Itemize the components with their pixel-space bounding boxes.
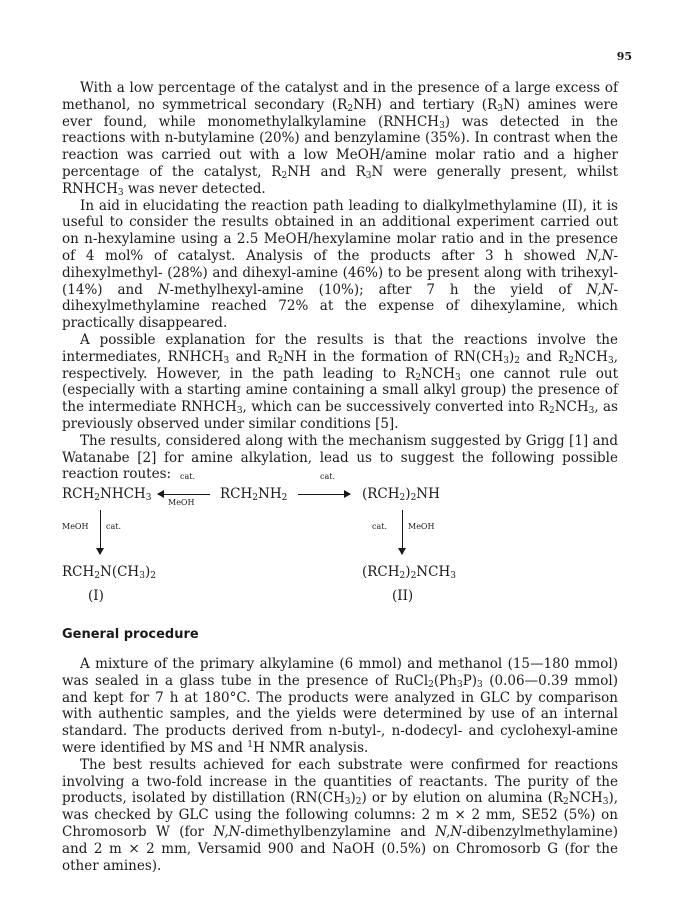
section-heading: General procedure — [62, 627, 199, 642]
arrow-down-left — [100, 510, 101, 554]
page-number: 95 — [616, 50, 632, 63]
arrow-label-meoh-left: MeOH — [62, 522, 89, 531]
paragraph-1: With a low percentage of the catalyst and in the presence of a large excess of methanol, no symmetrical secondary $(R_2NH)$ and tertiary $(R_3N)$ amines were ever found, while monomethylalkylamine $(RNHCH_3)$ was detected in the reactions with n-butylamine (20%) and benzylamine (35%). In contrast when the reaction was carried out with a low MeOH/amine molar ratio and a higher percentage of the catalyst, $R_2NH$ and $R_3N$ were generally present, whilst $RNHCH_3$ was never detected. — [62, 80, 619, 198]
scheme-left-top: $RCH_2NHCH_3$ — [62, 486, 152, 503]
paragraph-6: The best results achieved for each substrate were confirmed for reactions involving a two-fold increase in the quantities of reactants. The purity of the products, isolated by distillation $(RN(CH_3)_2)$ or by elution on alumina $(R_2NCH_3)$, was checked by GLC using the following columns: 2 m × 2 mm, SE52 (5%) on Chromosorb W (for N,N-dimethylbenzylamine and N,N-dibenzylmethylamine) and 2 m × 2 mm, Versamid 900 and NaOH (0.5%) on Chromosorb G (for the other amines). — [62, 756, 619, 874]
body-text-lower — [62, 656, 618, 874]
scheme-right-bottom: $(RCH_2)_2NCH_3$ — [362, 564, 456, 581]
reaction-scheme — [62, 470, 618, 615]
arrow-label-meoh: MeOH — [168, 498, 195, 507]
arrow-left — [158, 494, 210, 495]
scheme-center: $RCH_2NH_2$ — [220, 486, 288, 503]
compound-label-i: (I) — [88, 588, 104, 604]
arrow-label-cat-down-right: cat. — [372, 522, 388, 531]
arrow-label-meoh-right: MeOH — [408, 522, 435, 531]
arrow-label-cat-down-left: cat. — [106, 522, 122, 531]
arrow-label-cat-left: cat. — [180, 472, 196, 481]
paragraph-3: A possible explanation for the results is that the reactions involve the intermediates, $RNHCH_3$ and $R_2NH$ in the formation of $RN(CH_3)_2$ and $R_2NCH_3$, respectively. However, in the path leading to $R_2NCH_3$ one cannot rule out (especially with a starting amine containing a small alkyl group) the presence of the intermediate $RNHCH_3$, which can be successively converted into $R_2NCH_3$, as previously observed under similar conditions [5]. — [62, 331, 618, 432]
arrow-label-cat-right: cat. — [320, 472, 336, 481]
paragraph-4: The results, considered along with the mechanism suggested by Grigg [1] and Watanabe [2] for amine alkylation, lead us to suggest the following possible reaction routes: — [62, 432, 618, 483]
arrow-down-right — [402, 510, 403, 554]
compound-label-ii: (II) — [392, 588, 414, 604]
paragraph-5: A mixture of the primary alkylamine (6 mmol) and methanol (15—180 mmol) was sealed in a glass tube in the presence of $RuCl_2(Ph_3P)_3$ (0.06—0.39 mmol) and kept for 7 h at 180°C. The products were analyzed in GLC by comparison with authentic samples, and the yields were determined by use of an internal standard. The products derived from n-butyl-, n-dodecyl- and cyclohexyl-amine were identified by MS and $^1$H NMR analysis. — [62, 656, 618, 756]
paragraph-2: In aid in elucidating the reaction path leading to dialkylmethylamine (II), it is useful to consider the results obtained in an additional experiment carried out on n-hexylamine using a 2.5 MeOH/hexylamine molar ratio and in the presence of 4 mol% of catalyst. Analysis of the products after 3 h showed N,N-dihexylmethyl- (28%) and dihexyl-amine (46%) to be present along with trihexyl- (14%) and N-methylhexyl-amine (10%); after 7 h the yield of N,N-dihexylmethylamine reached 72% at the expense of dihexylamine, which practically disappeared. — [62, 197, 619, 332]
arrow-right — [298, 494, 350, 495]
scheme-right-top: $(RCH_2)_2NH$ — [362, 486, 440, 503]
scheme-left-bottom: $RCH_2N(CH_3)_2$ — [62, 564, 156, 581]
body-text-upper — [62, 80, 618, 483]
